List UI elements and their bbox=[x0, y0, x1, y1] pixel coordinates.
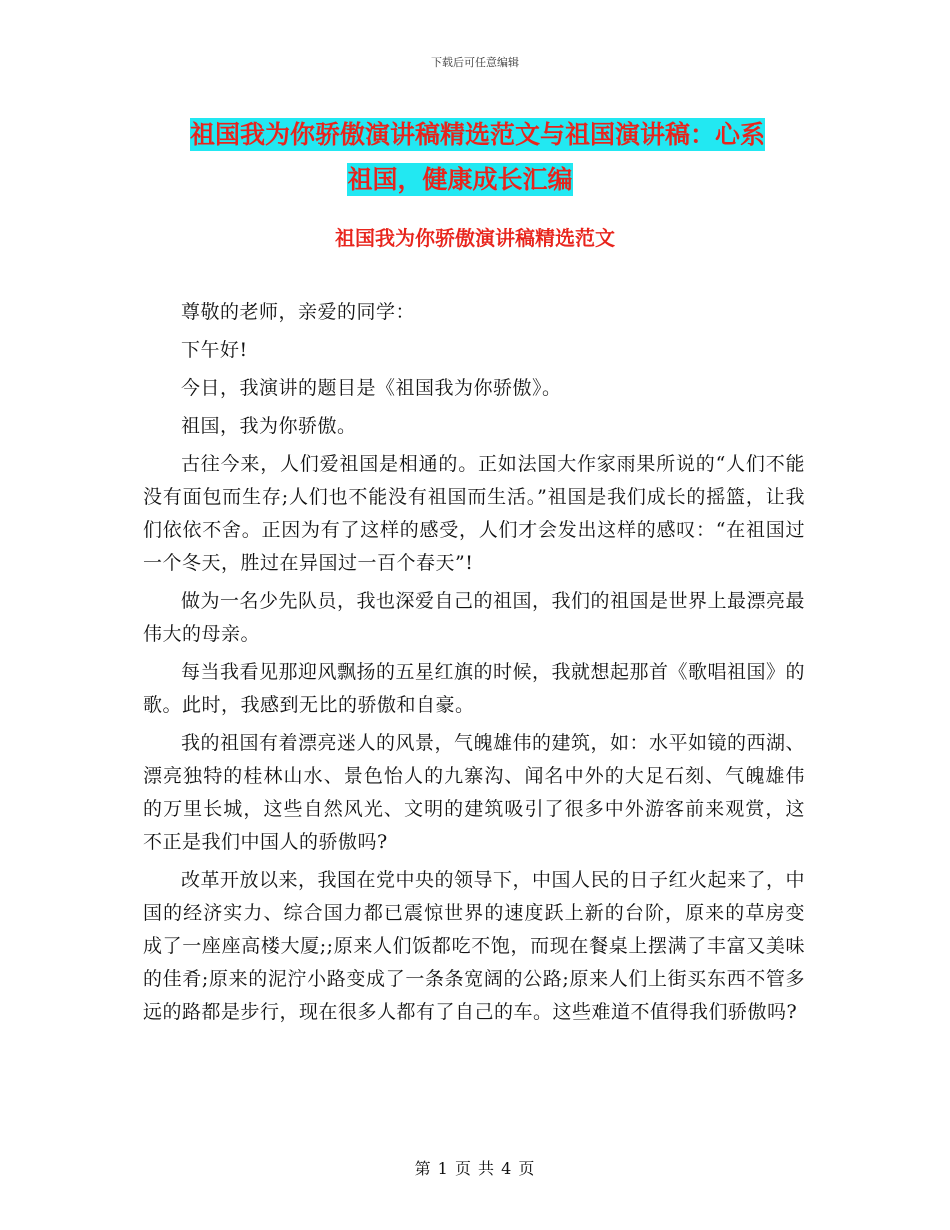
title-line-2: 祖国，健康成长汇编 bbox=[347, 165, 573, 194]
header-note: 下载后可任意编辑 bbox=[431, 56, 519, 69]
paragraph: 我的祖国有着漂亮迷人的风景，气魄雄伟的建筑，如：水平如镜的西湖、漂亮独特的桂林山水、景色怡人的九寨沟、闻名中外的大足石刻、气魄雄伟的万里长城，这些自然风光、文明的建筑吸引了很多中外游客前来观赏，这不正是我们中国人的骄傲吗? bbox=[143, 732, 806, 853]
paragraph: 祖国，我为你骄傲。 bbox=[181, 415, 357, 437]
page-footer: 第 1 页 共 4 页 bbox=[414, 1159, 536, 1178]
paragraph: 尊敬的老师，亲爱的同学： bbox=[181, 301, 416, 323]
document-title bbox=[190, 112, 810, 202]
body-text bbox=[143, 296, 805, 1034]
paragraph: 每当我看见那迎风飘扬的五星红旗的时候，我就想起那首《歌唱祖国》的歌。此时，我感到无比的骄傲和自豪。 bbox=[143, 661, 806, 716]
paragraph: 今日，我演讲的题目是《祖国我为你骄傲》。 bbox=[181, 377, 562, 399]
title-line-1: 祖国我为你骄傲演讲稿精选范文与祖国演讲稿：心系 bbox=[190, 120, 766, 149]
paragraph: 改革开放以来，我国在党中央的领导下，中国人民的日子红火起来了，中国的经济实力、综合国力都已震惊世界的速度跃上新的台阶，原来的草房变成了一座座高楼大厦;;原来人们饭都吃不饱，而现在餐桌上摆满了丰富又美味的佳肴;原来的泥泞小路变成了一条条宽阔的公路;原来人们上街买东西不管多远的路都是步行，现在很多人都有了自己的车。这些难道不值得我们骄傲吗? bbox=[143, 869, 806, 1023]
paragraph: 做为一名少先队员，我也深爱自己的祖国，我们的祖国是世界上最漂亮最伟大的母亲。 bbox=[143, 590, 806, 645]
section-title: 祖国我为你骄傲演讲稿精选范文 bbox=[335, 226, 615, 250]
paragraph: 下午好! bbox=[181, 339, 248, 361]
paragraph: 古往今来，人们爱祖国是相通的。正如法国大作家雨果所说的“人们不能没有面包而生存;人们也不能没有祖国而生活。”祖国是我们成长的摇篮，让我们依依不舍。正因为有了这样的感受，人们才会发出这样的感叹：“在祖国过一个冬天，胜过在异国过一百个春天”! bbox=[143, 453, 805, 574]
